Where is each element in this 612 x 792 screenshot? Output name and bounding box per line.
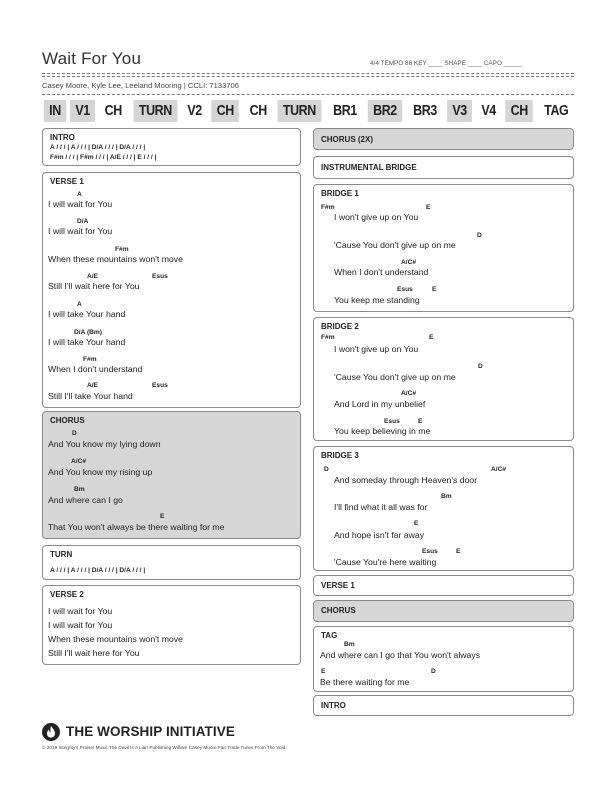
roadmap-item: CH bbox=[104, 103, 122, 119]
chord-progression: A / / / | A / / / | D/A / / / | D/A / / / | bbox=[50, 144, 146, 151]
lyric-line: And someday through Heaven's door bbox=[334, 475, 478, 485]
section-label: BRIDGE 2 bbox=[321, 322, 359, 331]
lyric-line: I will wait for You bbox=[48, 620, 113, 630]
section-label: INTRO bbox=[321, 701, 346, 710]
lyric-line: I will wait for You bbox=[48, 606, 113, 616]
section-label: CHORUS bbox=[50, 416, 85, 425]
section-bridge-1 bbox=[313, 184, 574, 312]
section-label: CHORUS (2X) bbox=[321, 135, 374, 144]
footer-brand: THE WORSHIP INITIATIVE bbox=[66, 724, 235, 739]
roadmap-item: CH bbox=[212, 100, 240, 122]
lyric-line: I'll find what it all was for bbox=[334, 502, 428, 512]
lyric-line: When these mountains won't move bbox=[48, 254, 183, 264]
chord: E bbox=[160, 513, 165, 520]
roadmap-item: CH bbox=[249, 103, 267, 119]
chord: A/C# bbox=[491, 466, 507, 473]
section-intro-repeat bbox=[313, 695, 574, 716]
chord: Esus bbox=[152, 382, 168, 389]
chord: Esus bbox=[397, 286, 413, 293]
chord: E bbox=[456, 548, 461, 555]
section-chorus-2x bbox=[313, 128, 574, 150]
roadmap-item: BR2 bbox=[368, 100, 402, 122]
lyric-line: 'Cause You don't give up on me bbox=[334, 240, 456, 250]
chord: E bbox=[429, 334, 434, 341]
lyric-line: Still I'll wait here for You bbox=[48, 281, 140, 291]
chord: F#m bbox=[321, 204, 335, 211]
chord: Bm bbox=[344, 641, 355, 648]
chord-progression: F#m / / / | F#m / / / | A/E / / / | E / / / | bbox=[50, 154, 157, 161]
chord: D bbox=[324, 466, 329, 473]
section-intro bbox=[42, 128, 301, 166]
lyric-line: Still I'll wait here for You bbox=[48, 648, 140, 658]
chord: A/C# bbox=[401, 259, 417, 266]
chord: Bm bbox=[441, 493, 452, 500]
chord: F#m bbox=[115, 246, 129, 253]
roadmap-item: V2 bbox=[187, 103, 203, 119]
lyric-line: And where can I go that You won't always bbox=[320, 650, 481, 660]
roadmap-item: V4 bbox=[481, 103, 496, 119]
song-meta: 4/4 TEMPO 86 KEY ____ SHAPE ____ CAPO _____ bbox=[370, 60, 522, 67]
chord: Bm bbox=[74, 486, 85, 493]
section-label: BRIDGE 3 bbox=[321, 451, 359, 460]
chord: E bbox=[321, 668, 326, 675]
lyric-line: And You know my lying down bbox=[48, 439, 161, 449]
lyric-line: 'Cause You're here waiting bbox=[334, 557, 437, 567]
chord: D/A (Bm) bbox=[74, 329, 102, 336]
lyric-line: And Lord in my unbelief bbox=[334, 399, 426, 409]
chord: F#m bbox=[83, 356, 97, 363]
roadmap-item: IN bbox=[44, 100, 66, 122]
section-instrumental-bridge bbox=[313, 156, 574, 179]
chord: D bbox=[72, 430, 77, 437]
roadmap-item: V3 bbox=[447, 100, 472, 122]
roadmap-item: TURN bbox=[133, 100, 177, 122]
chord: D/A bbox=[77, 218, 89, 225]
roadmap-item: TURN bbox=[278, 100, 322, 122]
lyric-line: That You won't always be there waiting for me bbox=[48, 522, 225, 532]
chord: A/C# bbox=[401, 390, 417, 397]
lyric-line: And where can I go bbox=[48, 495, 123, 505]
lyric-line: I will wait for You bbox=[48, 226, 113, 236]
chord: E bbox=[426, 204, 431, 211]
section-label: CHORUS bbox=[321, 606, 356, 615]
lyric-line: I will wait for You bbox=[48, 199, 113, 209]
song-title: Wait For You bbox=[42, 49, 142, 68]
chord: A/C# bbox=[71, 458, 87, 465]
divider-top-2 bbox=[42, 76, 574, 77]
chord: D bbox=[477, 232, 482, 239]
lyric-line: When these mountains won't move bbox=[48, 634, 183, 644]
section-label: VERSE 1 bbox=[50, 177, 84, 186]
chord: D bbox=[478, 363, 483, 370]
lyric-line: You keep believing in me bbox=[334, 426, 431, 436]
divider-top bbox=[42, 73, 574, 74]
chord: A bbox=[77, 191, 82, 198]
flame-circle-icon bbox=[42, 723, 60, 741]
section-turn bbox=[42, 545, 301, 580]
roadmap-item: BR1 bbox=[333, 103, 357, 119]
chord: Esus bbox=[422, 548, 438, 555]
chord: A/E bbox=[87, 382, 98, 389]
chord: A bbox=[77, 301, 82, 308]
roadmap-item: CH bbox=[505, 100, 533, 122]
lyric-line: And hope isn't far away bbox=[334, 530, 425, 540]
roadmap-item: BR3 bbox=[412, 103, 437, 119]
section-verse-2 bbox=[42, 585, 301, 665]
lyric-line: Still I'll take Your hand bbox=[48, 391, 133, 401]
section-bridge-3 bbox=[313, 446, 574, 571]
section-verse-1 bbox=[42, 172, 301, 408]
section-tag bbox=[313, 626, 574, 692]
section-label: BRIDGE 1 bbox=[321, 189, 359, 198]
chord: F#m bbox=[321, 334, 335, 341]
lyric-line: And You know my rising up bbox=[48, 467, 153, 477]
section-label: VERSE 2 bbox=[50, 590, 84, 599]
chord: D bbox=[431, 668, 436, 675]
divider-credits bbox=[42, 94, 574, 95]
lyric-line: 'Cause You don't give up on me bbox=[334, 372, 456, 382]
chord-progression: A / / / | A / / / | D/A / / / | D/A / / / | bbox=[50, 567, 146, 574]
chord: E bbox=[432, 286, 437, 293]
lyric-line: I won't give up on You bbox=[334, 344, 419, 354]
chord: Esus bbox=[384, 418, 400, 425]
lyric-line: I will take Your hand bbox=[48, 309, 126, 319]
section-bridge-2 bbox=[313, 317, 574, 441]
section-chorus-repeat bbox=[313, 600, 574, 622]
chord: E bbox=[414, 520, 419, 527]
lyric-line: I will take Your hand bbox=[48, 337, 126, 347]
section-label: TAG bbox=[321, 631, 338, 640]
chord: A/E bbox=[87, 273, 98, 280]
lyric-line: Be there waiting for me bbox=[320, 677, 410, 687]
lyric-line: I won't give up on You bbox=[334, 212, 419, 222]
lyric-line: When I don't understand bbox=[48, 364, 143, 374]
song-roadmap bbox=[42, 100, 576, 122]
section-label: TURN bbox=[50, 550, 73, 559]
roadmap-item: TAG bbox=[543, 103, 568, 119]
roadmap-item: V1 bbox=[70, 100, 95, 122]
chord: Esus bbox=[152, 273, 168, 280]
footer-copyright: © 2019 Integrity's Praise! Music The Devil Is A Liar! Publishing William Casey Moore Fair Trade Tunes From The Void bbox=[42, 745, 286, 750]
section-verse-1-repeat bbox=[313, 575, 574, 596]
song-credits: Casey Moore, Kyle Lee, Leeland Mooring | CCLI: 7133706 bbox=[42, 81, 239, 90]
section-chorus bbox=[42, 411, 301, 539]
lyric-line: When I don't understand bbox=[334, 267, 429, 277]
chord: E bbox=[418, 418, 423, 425]
section-label: INSTRUMENTAL BRIDGE bbox=[321, 163, 417, 172]
lyric-line: You keep me standing bbox=[334, 295, 420, 305]
section-label: INTRO bbox=[50, 133, 75, 142]
section-label: VERSE 1 bbox=[321, 581, 355, 590]
